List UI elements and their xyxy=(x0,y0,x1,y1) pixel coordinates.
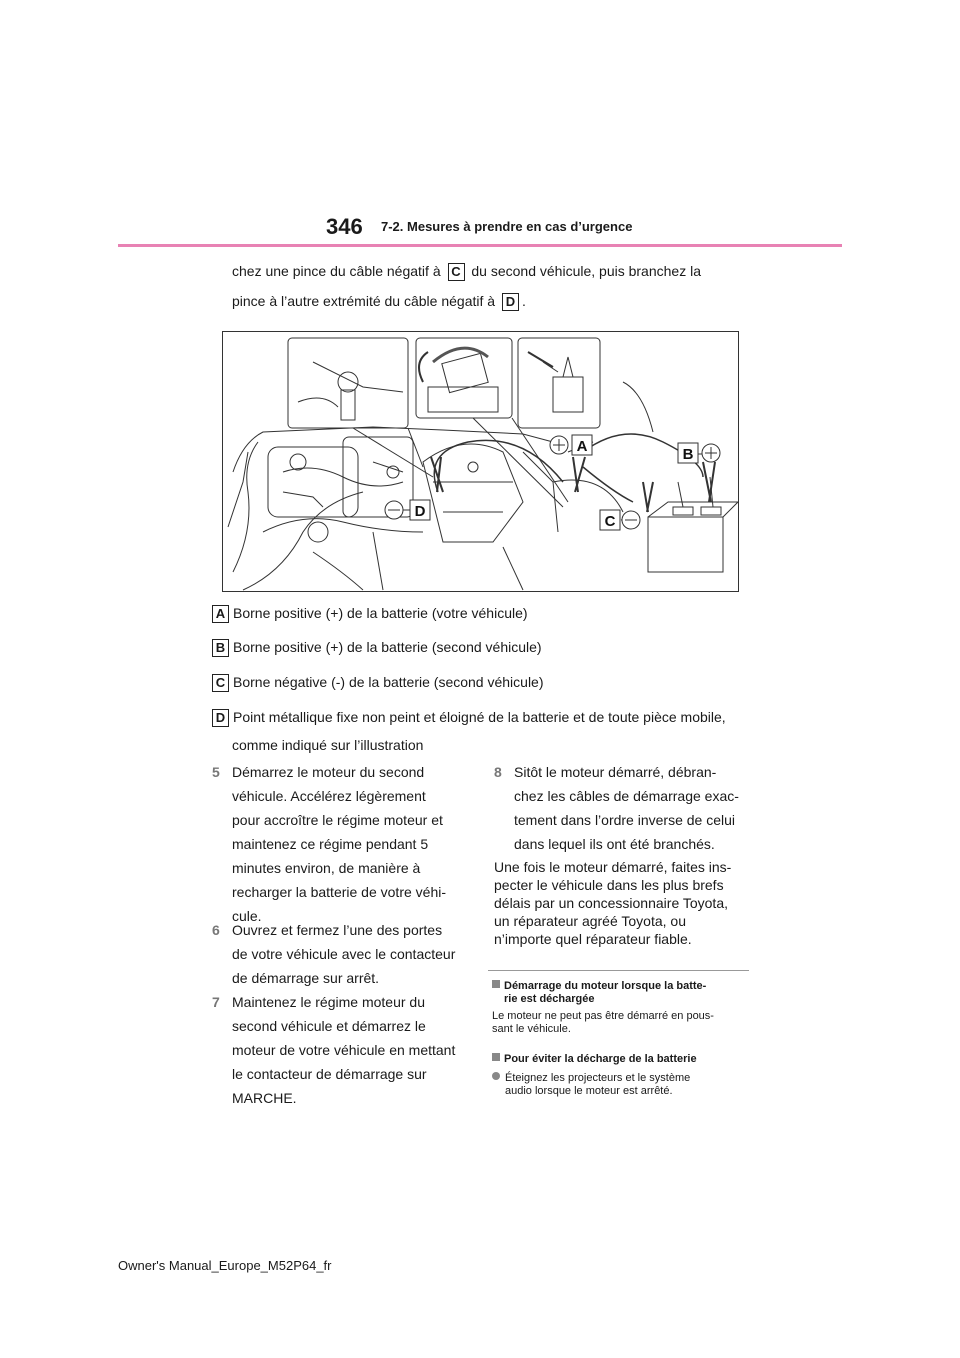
step-line: véhicule. Accélérez légèrement xyxy=(232,788,426,804)
footer-manual-id: Owner's Manual_Europe_M52P64_fr xyxy=(118,1258,332,1273)
legend-tag-c: C xyxy=(212,674,229,692)
figure-callout-b: B xyxy=(682,446,694,463)
after-start-paragraph xyxy=(494,858,764,948)
step-line: second véhicule et démarrez le xyxy=(232,1018,426,1034)
step-line: recharger la batterie de votre véhi- xyxy=(232,884,446,900)
note-title: Pour éviter la décharge de la batterie xyxy=(492,1053,762,1066)
paragraph-line: un réparateur agréé Toyota, ou xyxy=(494,913,686,929)
legend-text: Point métallique fixe non peint et éloigné de la batterie et de toute pièce mobile, xyxy=(233,709,726,725)
legend-tag-a: A xyxy=(212,605,229,623)
step-line: Ouvrez et fermez l’une des portes xyxy=(232,922,443,938)
step-line: pour accroître le régime moteur et xyxy=(232,812,443,828)
note-bullet-line: audio lorsque le moteur est arrêté. xyxy=(505,1085,673,1097)
step-line: minutes environ, de manière à xyxy=(232,860,421,876)
step-7 xyxy=(212,990,472,1110)
legend-tag-b: B xyxy=(212,639,229,657)
round-bullet-icon xyxy=(492,1072,500,1080)
legend-item-c xyxy=(212,673,544,692)
step-8 xyxy=(494,760,764,856)
note-avoid-discharge xyxy=(492,1053,762,1098)
legend-item-a xyxy=(212,604,528,623)
step-line: moteur de votre véhicule en mettant xyxy=(232,1042,456,1058)
note-bullet: Éteignez les projecteurs et le système xyxy=(492,1072,762,1085)
legend-text: Borne positive (+) de la batterie (second véhicule) xyxy=(233,639,542,655)
step-line: Sitôt le moteur démarré, débran- xyxy=(514,764,717,780)
paragraph-line: Une fois le moteur démarré, faites ins- xyxy=(494,859,732,875)
legend-item-d xyxy=(212,708,726,727)
legend-text-continued: comme indiqué sur l’illustration xyxy=(232,737,424,753)
jump-start-illustration xyxy=(222,331,739,592)
step-number: 5 xyxy=(212,764,220,780)
step-line: Maintenez le régime moteur du xyxy=(232,994,425,1010)
engine-bay-drawing xyxy=(223,332,738,591)
callout-tag-c: C xyxy=(448,263,465,281)
paragraph-line: pecter le véhicule dans les plus brefs xyxy=(494,877,724,893)
page-number: 346 xyxy=(326,214,363,239)
step-line: tement dans l’ordre inverse de celui xyxy=(514,812,736,828)
figure-callout-a: A xyxy=(576,438,588,455)
step-line: de votre véhicule avec le contacteur xyxy=(232,946,456,962)
legend-text: Borne positive (+) de la batterie (votre véhicule) xyxy=(233,605,528,621)
step-line: cule. xyxy=(232,908,262,924)
step-line: Démarrez le moteur du second xyxy=(232,764,425,780)
square-bullet-icon xyxy=(492,980,500,988)
legend-text: Borne négative (-) de la batterie (second véhicule) xyxy=(233,674,544,690)
legend-tag-d: D xyxy=(212,709,229,727)
paragraph-line: n’importe quel réparateur fiable. xyxy=(494,931,692,947)
intro-text: pince à l’autre extrémité du câble négatif à xyxy=(232,293,496,309)
header-divider xyxy=(118,244,842,247)
step-line: dans lequel ils ont été branchés. xyxy=(514,836,715,852)
step-line: le contacteur de démarrage sur xyxy=(232,1066,427,1082)
note-body-line: sant le véhicule. xyxy=(492,1023,571,1035)
section-title: 7-2. Mesures à prendre en cas d’urgence xyxy=(381,219,633,234)
square-bullet-icon xyxy=(492,1053,500,1061)
note-title-line: rie est déchargée xyxy=(504,993,595,1005)
step-line: MARCHE. xyxy=(232,1090,297,1106)
step-5 xyxy=(212,760,472,928)
intro-text: du second véhicule, puis branchez la xyxy=(471,263,701,279)
intro-text: . xyxy=(521,293,526,309)
step-number: 8 xyxy=(494,764,502,780)
intro-line-1 xyxy=(232,262,701,281)
figure-callout-c: C xyxy=(604,513,616,530)
step-line: de démarrage sur arrêt. xyxy=(232,970,380,986)
legend-item-b xyxy=(212,638,542,657)
step-6 xyxy=(212,918,472,990)
step-number: 6 xyxy=(212,922,220,938)
note-body-line: Le moteur ne peut pas être démarré en pous- xyxy=(492,1010,714,1022)
note-battery-discharged xyxy=(492,980,762,1036)
step-line: maintenez ce régime pendant 5 xyxy=(232,836,429,852)
figure-callout-d: D xyxy=(414,503,426,520)
intro-text: chez une pince du câble négatif à xyxy=(232,263,441,279)
notes-divider xyxy=(488,970,749,971)
intro-line-2 xyxy=(232,292,526,311)
step-number: 7 xyxy=(212,994,220,1010)
step-line: chez les câbles de démarrage exac- xyxy=(514,788,739,804)
paragraph-line: délais par un concessionnaire Toyota, xyxy=(494,895,729,911)
callout-tag-d: D xyxy=(502,293,519,311)
note-title: Démarrage du moteur lorsque la batte- xyxy=(492,980,762,993)
